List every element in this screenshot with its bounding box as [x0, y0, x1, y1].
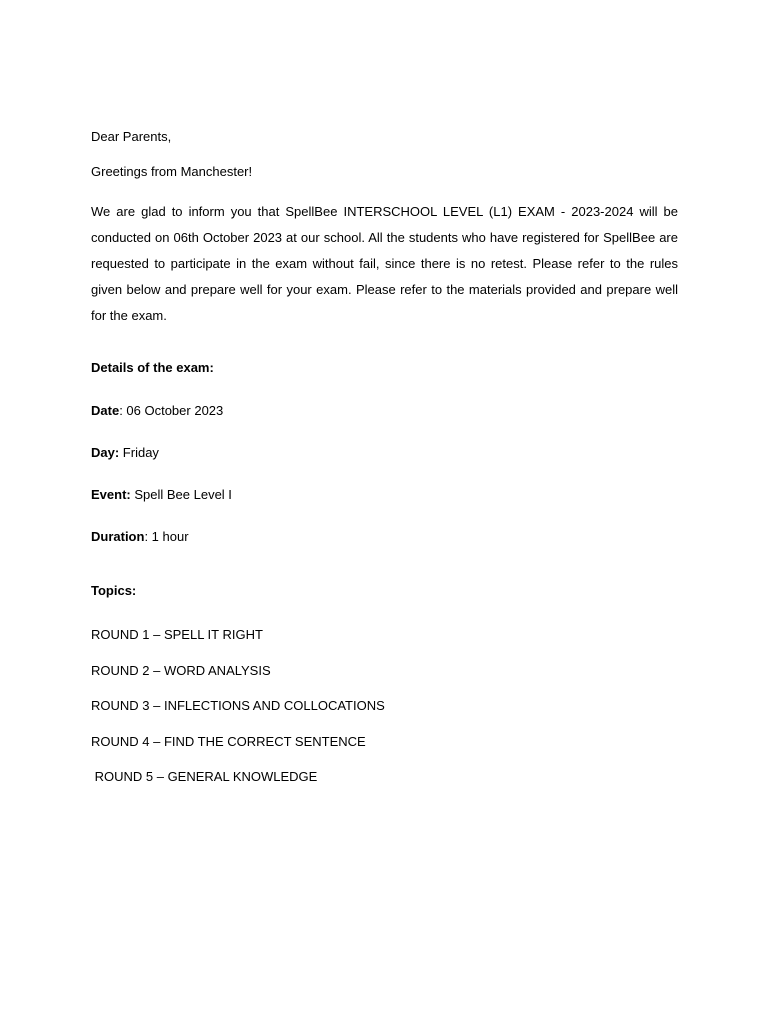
duration-value: : 1 hour — [144, 529, 189, 544]
details-heading: Details of the exam: — [91, 360, 214, 375]
date-value: : 06 October 2023 — [119, 403, 224, 418]
date-label: Date — [91, 403, 120, 418]
salutation: Dear Parents, — [91, 129, 172, 144]
round-item-2: ROUND 2 – WORD ANALYSIS — [91, 662, 271, 678]
detail-date — [91, 402, 678, 420]
event-label: Event: — [91, 487, 131, 502]
letter-page — [91, 128, 678, 804]
rounds-list — [91, 626, 678, 786]
round-item-3: ROUND 3 – INFLECTIONS AND COLLOCATIONS — [91, 698, 385, 713]
greeting: Greetings from Manchester! — [91, 164, 253, 179]
event-value: Spell Bee Level I — [130, 487, 232, 502]
detail-event — [91, 486, 678, 504]
topics-heading: Topics: — [91, 583, 137, 598]
letter-body: We are glad to inform you that SpellBee INTERSCHOOL LEVEL (L1) EXAM - 2023-2024 will be conducted on 06th October 2023 at our school. All the students who have registered for SpellBee are requested to participate in the exam without fail, since there is no retest. Please refer to the rules given below and prepare well for your exam. Please refer to the materials provided and prepare well for the exam. — [91, 204, 678, 323]
detail-duration — [91, 528, 678, 546]
round-item-4: ROUND 4 – FIND THE CORRECT SENTENCE — [91, 733, 366, 749]
round-item-1: ROUND 1 – SPELL IT RIGHT — [91, 627, 263, 642]
day-value: Friday — [119, 445, 159, 460]
detail-day — [91, 444, 678, 462]
day-label: Day: — [91, 445, 120, 460]
round-item-5: ROUND 5 – GENERAL KNOWLEDGE — [91, 769, 318, 784]
duration-label: Duration — [91, 529, 145, 544]
